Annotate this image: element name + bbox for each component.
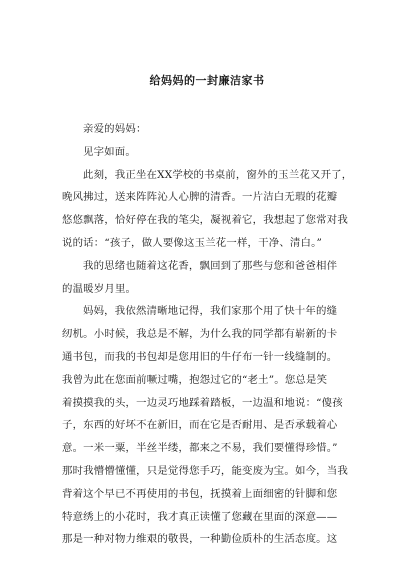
text-line: 意。一米一粟，半丝半缕，都来之不易，我们要懂得珍惜。” xyxy=(62,442,338,455)
text-line: 悠悠飘落，恰好停在我的笔尖，凝视着它，我想起了您常对我 xyxy=(62,214,348,227)
text-line: 妈妈，我依然清晰地记得，我们家那个用了快十年的缝 xyxy=(83,305,338,318)
text-line: 特意绣上的小花时，我才真正读懂了您藏在里面的深意—— xyxy=(62,510,338,523)
text-line: 子，东西的好坏不在新旧，而在它是否耐用、是否承载着心 xyxy=(62,419,338,432)
text-line: 说的话：“孩子，做人要像这玉兰花一样，干净、清白。” xyxy=(62,236,322,249)
text-line: 着摸摸我的头，一边灵巧地踩着踏板，一边温和地说：“傻孩 xyxy=(62,396,343,409)
text-line: 我曾为此在您面前噘过嘴，抱怨过它的“老土”。您总是笑 xyxy=(62,373,328,386)
text-line: 通书包，而我的书包却是您用旧的牛仔布一针一线缝制的。 xyxy=(62,350,338,363)
text-line: 此刻，我正坐在XX学校的书桌前，窗外的玉兰花又开了， xyxy=(83,168,352,181)
letter-body xyxy=(62,118,352,551)
text-line: 纫机。小时候，我总是不解，为什么我的同学都有崭新的卡 xyxy=(62,328,338,341)
text-line: 晚风拂过，送来阵阵沁人心脾的清香。一片洁白无瑕的花瓣 xyxy=(62,191,338,204)
document-title: 给妈妈的一封廉洁家书 xyxy=(149,74,265,87)
text-line: 亲爱的妈妈： xyxy=(83,123,147,135)
text-line: 我的思绪也随着这花香，飘回到了那些与您和爸爸相伴 xyxy=(83,259,338,272)
text-line: 见字如面。 xyxy=(83,145,136,158)
text-line: 那是一种对物力维艰的敬畏，一种勤俭质朴的生活态度。这 xyxy=(62,533,338,546)
text-line: 背着这个早已不再使用的书包，抚摸着上面细密的针脚和您 xyxy=(62,487,338,500)
text-line: 那时我懵懵懂懂，只是觉得您手巧，能变废为宝。如今，当我 xyxy=(62,464,348,477)
text-line: 的温暖岁月里。 xyxy=(62,282,137,295)
